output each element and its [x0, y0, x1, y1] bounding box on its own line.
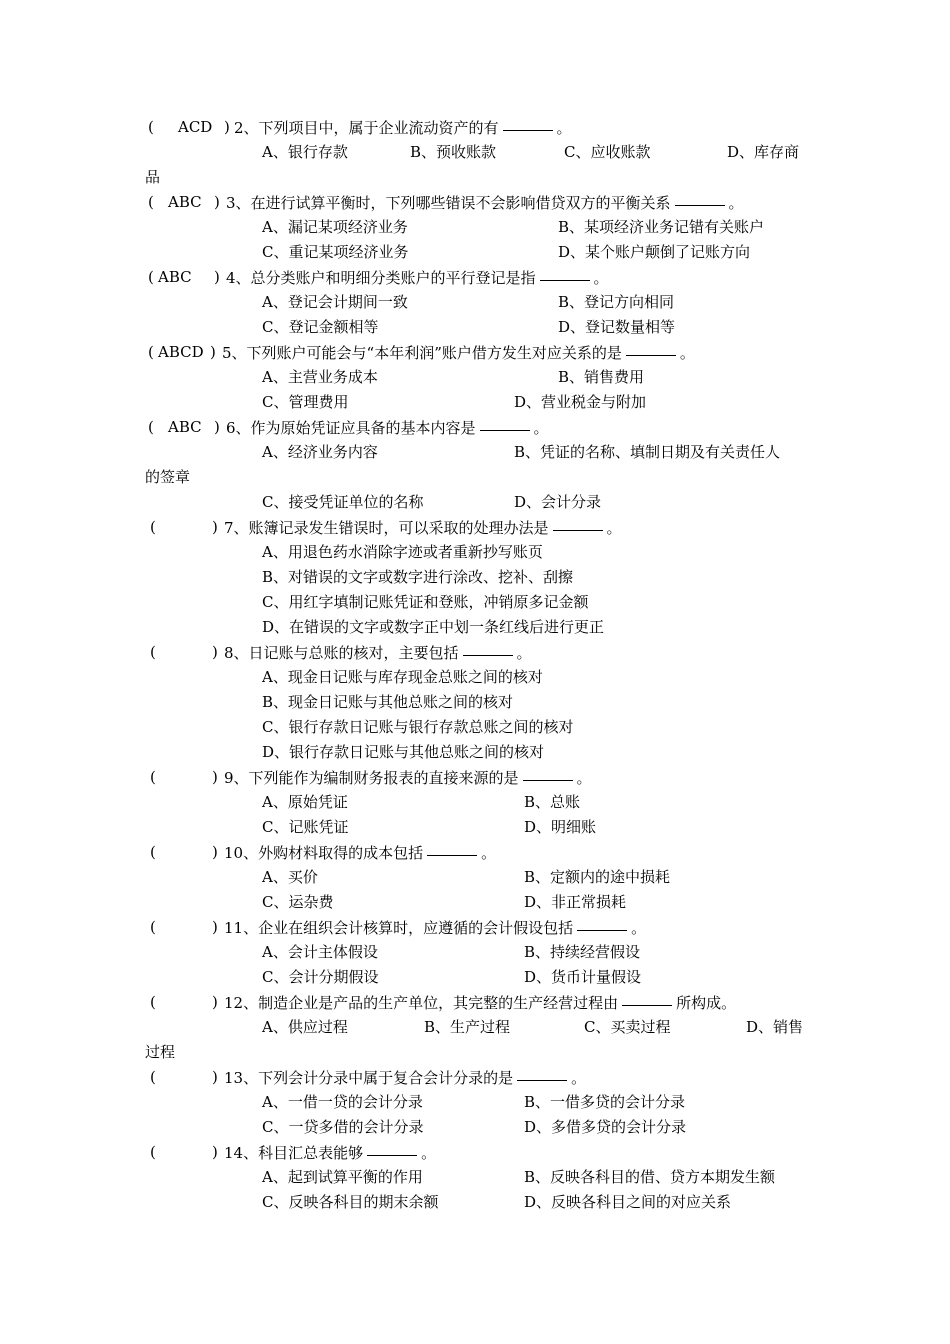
stem-end: 。 — [533, 419, 549, 437]
option-a: A、主营业务成本 — [262, 368, 378, 386]
open-paren: ( — [148, 343, 154, 361]
question-3-options-ab — [0, 215, 950, 240]
question-5-options-ab — [0, 365, 950, 390]
question-8-option-c — [0, 715, 950, 740]
question-7-stem — [0, 515, 950, 540]
open-paren: ( — [150, 1143, 156, 1161]
answer: ABC — [168, 418, 202, 436]
answer-blank[interactable] — [463, 640, 513, 656]
answer-blank[interactable] — [540, 265, 590, 281]
question-6-options-ab — [0, 440, 950, 465]
close-paren: ) — [212, 1068, 218, 1086]
question-13-stem — [0, 1065, 950, 1090]
stem-text: 6、作为原始凭证应具备的基本内容是 — [226, 419, 476, 437]
stem-end: 。 — [631, 919, 647, 937]
close-paren: ) — [212, 518, 218, 536]
question-14-options-cd — [0, 1190, 950, 1215]
option-a: A、漏记某项经济业务 — [262, 218, 408, 236]
option-a: A、一借一贷的会计分录 — [262, 1093, 423, 1111]
answer: ACD — [178, 118, 213, 136]
stem-end: 。 — [481, 844, 497, 862]
stem-text: 10、外购材料取得的成本包括 — [224, 844, 424, 862]
question-12-options — [0, 1015, 950, 1040]
stem-end: 。 — [728, 194, 744, 212]
question-11-stem — [0, 915, 950, 940]
option-c: C、买卖过程 — [584, 1018, 671, 1036]
stem-end: 。 — [593, 269, 609, 287]
option-b: B、生产过程 — [424, 1018, 511, 1036]
answer: ABC — [168, 193, 202, 211]
stem-text: 12、制造企业是产品的生产单位，其完整的生产经营过程由 — [224, 994, 619, 1012]
option-b: B、定额内的途中损耗 — [524, 868, 671, 886]
stem-text: 13、下列会计分录中属于复合会计分录的是 — [224, 1069, 514, 1087]
option-b: B、凭证的名称、填制日期及有关责任人 — [514, 443, 781, 461]
option-a: A、登记会计期间一致 — [262, 293, 408, 311]
question-12-overflow — [0, 1040, 950, 1065]
close-paren: ) — [212, 993, 218, 1011]
question-9-stem — [0, 765, 950, 790]
question-10-options-cd — [0, 890, 950, 915]
option-c: C、管理费用 — [262, 393, 349, 411]
option-b: B、某项经济业务记错有关账户 — [558, 218, 765, 236]
close-paren: ) — [210, 343, 216, 361]
open-paren: ( — [150, 643, 156, 661]
answer-blank[interactable] — [427, 840, 477, 856]
answer-blank[interactable] — [626, 340, 676, 356]
close-paren: ) — [214, 268, 220, 286]
question-6-options-cd — [0, 490, 950, 515]
answer-blank[interactable] — [553, 515, 603, 531]
question-7-option-a — [0, 540, 950, 565]
stem-text: 5、下列账户可能会与“本年利润”账户借方发生对应关系的是 — [222, 344, 622, 362]
stem-end: 。 — [556, 119, 572, 137]
question-2-options — [0, 140, 950, 165]
stem-end: 。 — [679, 344, 695, 362]
option-c: C、运杂费 — [262, 893, 334, 911]
open-paren: ( — [148, 268, 154, 286]
stem-end: 所构成。 — [676, 994, 737, 1012]
answer-blank[interactable] — [517, 1065, 567, 1081]
option-a: A、现金日记账与库存现金总账之间的核对 — [262, 668, 543, 686]
question-7-option-c — [0, 590, 950, 615]
option-d: D、库存商 — [727, 143, 800, 161]
stem-text: 8、日记账与总账的核对，主要包括 — [224, 644, 459, 662]
question-8-stem — [0, 640, 950, 665]
option-b: B、登记方向相同 — [558, 293, 675, 311]
question-3-stem — [0, 190, 950, 215]
option-c: C、接受凭证单位的名称 — [262, 493, 424, 511]
stem-end: 。 — [606, 519, 622, 537]
question-7-option-d — [0, 615, 950, 640]
option-a: A、用退色药水消除字迹或者重新抄写账页 — [262, 543, 543, 561]
stem-text: 11、企业在组织会计核算时，应遵循的会计假设包括 — [224, 919, 574, 937]
question-9-options-ab — [0, 790, 950, 815]
overflow-text: 过程 — [145, 1043, 176, 1061]
question-3-options-cd — [0, 240, 950, 265]
option-d: D、多借多贷的会计分录 — [524, 1118, 687, 1136]
question-10-options-ab — [0, 865, 950, 890]
answer-blank[interactable] — [577, 915, 627, 931]
option-c: C、记账凭证 — [262, 818, 349, 836]
question-13-options-cd — [0, 1115, 950, 1140]
close-paren: ) — [212, 1143, 218, 1161]
close-paren: ) — [212, 843, 218, 861]
option-d: D、登记数量相等 — [558, 318, 676, 336]
option-b: B、预收账款 — [410, 143, 497, 161]
open-paren: ( — [150, 518, 156, 536]
option-c: C、用红字填制记账凭证和登账，冲销原多记金额 — [262, 593, 589, 611]
option-c: C、会计分期假设 — [262, 968, 379, 986]
open-paren: ( — [148, 193, 154, 211]
option-d: D、银行存款日记账与其他总账之间的核对 — [262, 743, 545, 761]
open-paren: ( — [148, 118, 154, 136]
question-14-stem — [0, 1140, 950, 1165]
stem-text: 2、下列项目中，属于企业流动资产的有 — [234, 119, 499, 137]
stem-text: 4、总分类账户和明细分类账户的平行登记是指 — [226, 269, 536, 287]
question-8-option-a — [0, 665, 950, 690]
option-c: C、反映各科目的期末余额 — [262, 1193, 439, 1211]
answer: ABC — [158, 268, 192, 286]
option-d: D、在错误的文字或数字正中划一条红线后进行更正 — [262, 618, 605, 636]
option-d: D、某个账户颠倒了记账方向 — [558, 243, 751, 261]
question-4-options-ab — [0, 290, 950, 315]
question-6-overflow — [0, 465, 950, 490]
question-2-stem — [0, 115, 950, 140]
close-paren: ) — [212, 918, 218, 936]
option-b: B、现金日记账与其他总账之间的核对 — [262, 693, 514, 711]
option-a: A、原始凭证 — [262, 793, 348, 811]
open-paren: ( — [150, 918, 156, 936]
stem-text: 14、科目汇总表能够 — [224, 1144, 364, 1162]
question-4-options-cd — [0, 315, 950, 340]
option-b: B、总账 — [524, 793, 581, 811]
close-paren: ) — [214, 418, 220, 436]
overflow-text: 品 — [145, 168, 161, 186]
close-paren: ) — [224, 118, 230, 136]
question-14-options-ab — [0, 1165, 950, 1190]
question-12-stem — [0, 990, 950, 1015]
option-c: C、重记某项经济业务 — [262, 243, 409, 261]
answer-blank[interactable] — [622, 990, 672, 1006]
stem-end: 。 — [576, 769, 592, 787]
option-b: B、一借多贷的会计分录 — [524, 1093, 686, 1111]
option-b: B、销售费用 — [558, 368, 645, 386]
option-d: D、明细账 — [524, 818, 597, 836]
open-paren: ( — [150, 1068, 156, 1086]
stem-text: 9、下列能作为编制财务报表的直接来源的是 — [224, 769, 519, 787]
option-b: B、对错误的文字或数字进行涂改、挖补、刮擦 — [262, 568, 574, 586]
open-paren: ( — [150, 768, 156, 786]
close-paren: ) — [212, 768, 218, 786]
option-a: A、会计主体假设 — [262, 943, 378, 961]
answer: ABCD — [158, 343, 204, 361]
close-paren: ) — [214, 193, 220, 211]
stem-text: 3、在进行试算平衡时，下列哪些错误不会影响借贷双方的平衡关系 — [226, 194, 671, 212]
open-paren: ( — [148, 418, 154, 436]
option-b: B、反映各科目的借、贷方本期发生额 — [524, 1168, 776, 1186]
answer-blank[interactable] — [523, 765, 573, 781]
stem-end: 。 — [571, 1069, 587, 1087]
option-a: A、起到试算平衡的作用 — [262, 1168, 423, 1186]
option-d: D、营业税金与附加 — [514, 393, 647, 411]
answer-blank[interactable] — [675, 190, 725, 206]
option-c: C、银行存款日记账与银行存款总账之间的核对 — [262, 718, 574, 736]
option-a: A、银行存款 — [262, 143, 348, 161]
answer-blank[interactable] — [480, 415, 530, 431]
question-11-options-cd — [0, 965, 950, 990]
answer-blank[interactable] — [367, 1140, 417, 1156]
option-a: A、经济业务内容 — [262, 443, 378, 461]
option-d: D、会计分录 — [514, 493, 602, 511]
open-paren: ( — [150, 843, 156, 861]
question-5-options-cd — [0, 390, 950, 415]
stem-end: 。 — [421, 1144, 437, 1162]
option-c: C、一贷多借的会计分录 — [262, 1118, 424, 1136]
answer-blank[interactable] — [503, 115, 553, 131]
option-a: A、供应过程 — [262, 1018, 348, 1036]
question-9-options-cd — [0, 815, 950, 840]
stem-text: 7、账簿记录发生错误时，可以采取的处理办法是 — [224, 519, 549, 537]
question-2-overflow — [0, 165, 950, 190]
option-c: C、登记金额相等 — [262, 318, 379, 336]
option-d: D、反映各科目之间的对应关系 — [524, 1193, 732, 1211]
question-13-options-ab — [0, 1090, 950, 1115]
option-d: D、货币计量假设 — [524, 968, 642, 986]
option-b: B、持续经营假设 — [524, 943, 641, 961]
question-6-stem — [0, 415, 950, 440]
open-paren: ( — [150, 993, 156, 1011]
question-8-option-d — [0, 740, 950, 765]
question-7-option-b — [0, 565, 950, 590]
option-a: A、买价 — [262, 868, 318, 886]
question-5-stem — [0, 340, 950, 365]
question-10-stem — [0, 840, 950, 865]
close-paren: ) — [212, 643, 218, 661]
overflow-text: 的签章 — [145, 468, 191, 486]
option-d: D、销售 — [746, 1018, 804, 1036]
stem-end: 。 — [516, 644, 532, 662]
question-4-stem — [0, 265, 950, 290]
option-c: C、应收账款 — [564, 143, 651, 161]
option-d: D、非正常损耗 — [524, 893, 627, 911]
question-8-option-b — [0, 690, 950, 715]
question-11-options-ab — [0, 940, 950, 965]
